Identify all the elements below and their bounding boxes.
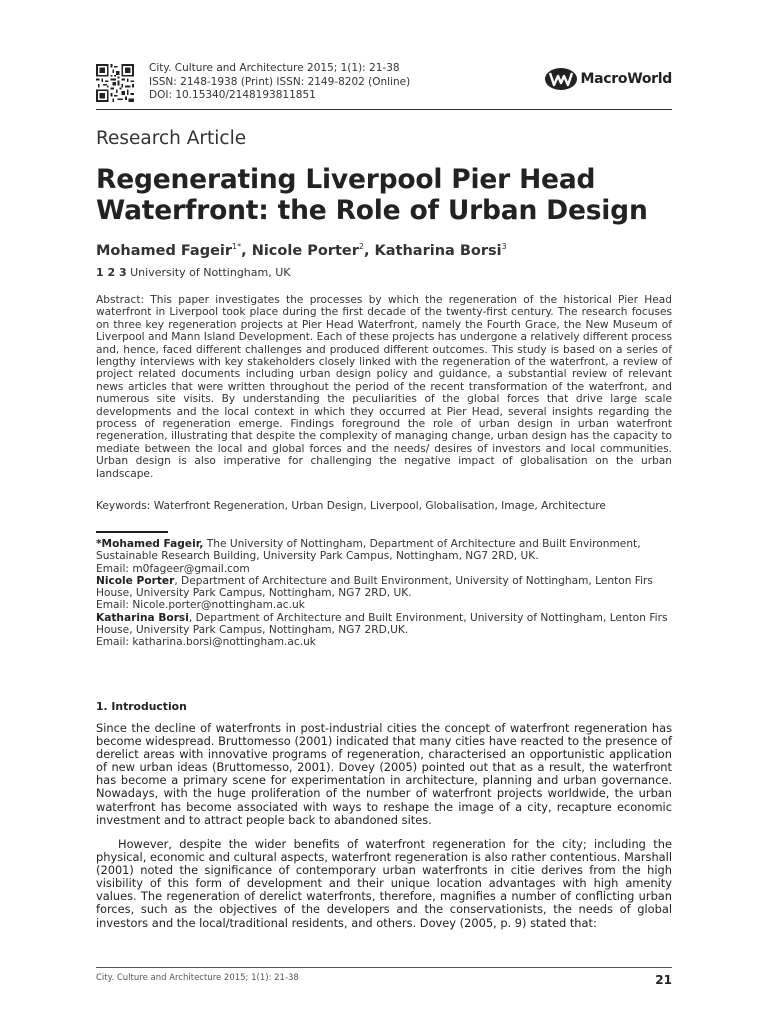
footnote-address: The University of Nottingham, Department of Architecture and Built Environment, Sustainable Research Building, University Park Campus, Nottingham, NG7 2RD, UK. xyxy=(96,538,641,563)
abstract: Abstract: This paper investigates the processes by which the regeneration of the historical Pier Head waterfront in Liverpool took place during the first decade of the twenty-first century. The research focuses on three key regeneration projects at Pier Head Waterfront, namely the Fourth Grace, the New Museum of Liverpool and Mann Island Development. Each of these projects has undergone a relatively different process and, hence, faced different challenges and produced different outcomes. This study is based on a series of lengthy interviews with key stakeholders closely linked with the regeneration of the waterfront, a review of project related documents including urban design policy and guidance, a substantial review of relevant news articles that were written throughout the period of the recent transformation of the waterfront, and numerous site visits. By understanding the peculiarities of the global forces that drive large scale developments and the local context in which they occurred at Pier Head, several insights regarding the process of regeneration emerge. Findings foreground the role of urban design in urban waterfront regeneration, illustrating that despite the complexity of managing change, urban design has the capacity to mediate between the local and global forces and the needs/ desires of investors and local communities. Urban design is also imperative for challenging the negative impact of globalisation on the urban landscape. xyxy=(96,294,672,480)
macroworld-logo-icon xyxy=(544,67,578,91)
doi-line: DOI: 10.15340/2148193811851 xyxy=(149,89,316,101)
author-marker: 2 xyxy=(358,242,364,251)
publisher-name: MacroWorld xyxy=(580,71,672,87)
affiliation xyxy=(96,266,291,279)
author-name: Mohamed Fageir xyxy=(96,242,233,259)
footnote-author: Katharina Borsi xyxy=(96,611,189,624)
footnote-entry xyxy=(96,612,674,637)
footnote-email: Email: m0fageer@gmail.com xyxy=(96,562,250,575)
footnote-divider xyxy=(96,531,168,533)
header-divider xyxy=(96,109,672,110)
body-paragraph: However, despite the wider benefits of waterfront regeneration for the city; including the physical, economic and cultural aspects, waterfront regeneration is also rather contentious. Marshall (2001) noted the significance of contemporary urban waterfronts in citie derives from the high visibility of this form of development and their unique location advantages with high amenity values. The regeneration of derelict waterfronts, therefore, magnifies a number of conflicting urban forces, such as the objectives of the developers and the conservationists, the needs of global investors and the local/traditional residents, and others. Dovey (2005, p. 9) stated that: xyxy=(96,837,672,930)
author-list xyxy=(96,242,507,259)
section-heading: 1. Introduction xyxy=(96,700,187,713)
publisher-logo xyxy=(544,66,673,92)
author-separator: , xyxy=(241,242,252,259)
article-title: Regenerating Liverpool Pier Head Waterfront: the Role of Urban Design xyxy=(96,164,648,226)
affiliation-marks: 1 2 3 xyxy=(96,266,127,279)
article-type: Research Article xyxy=(96,128,247,149)
footnote-entry xyxy=(96,538,674,563)
author-name: Nicole Porter xyxy=(251,242,359,259)
author-marker: 3 xyxy=(501,242,507,251)
qr-code-icon xyxy=(96,64,134,102)
author-name: Katharina Borsi xyxy=(374,242,502,259)
footnote-email: Email: katharina.borsi@nottingham.ac.uk xyxy=(96,636,316,649)
page-number: 21 xyxy=(655,973,672,987)
citation-line: City. Culture and Architecture 2015; 1(1): 21-38 xyxy=(149,62,400,74)
footnote-email: Email: Nicole.porter@nottingham.ac.uk xyxy=(96,599,305,612)
keywords: Keywords: Waterfront Regeneration, Urban Design, Liverpool, Globalisation, Image, Architecture xyxy=(96,500,606,512)
footnote-author: *Mohamed Fageir, xyxy=(96,538,204,550)
body-paragraph: Since the decline of waterfronts in post-industrial cities the concept of waterfront regeneration has become widespread. Bruttomesso (2001) indicated that many cities have reacted to the presence of derelict areas with innovative programs of regeneration, characterised an opportunistic application of new urban ideas (Bruttomesso, 2001). Dovey (2005) pointed out that as a result, the waterfront has become a primary scene for experimentation in architecture, planning and urban governance. Nowadays, with the huge proliferation of the number of waterfront projects worldwide, the urban waterfront has become associated with ways to reshape the image of a city, recapture economic investment and to attract people back to abandoned sites. xyxy=(96,721,672,827)
author-footnotes xyxy=(96,538,674,649)
footer-citation: City. Culture and Architecture 2015; 1(1): 21-38 xyxy=(96,973,299,983)
footnote-address: , Department of Architecture and Built Environment, University of Nottingham, Lenton Firs House, University Park Campus, Nottingham, NG7 2RD,UK. xyxy=(96,611,668,637)
author-marker: 1* xyxy=(232,242,242,251)
footnote-author: Nicole Porter xyxy=(96,574,175,587)
author-separator: , xyxy=(363,242,375,259)
footer-divider xyxy=(96,967,672,968)
footnote-address: , Department of Architecture and Built Environment, University of Nottingham, Lenton Firs House, University Park Campus, Nottingham, NG7 2RD, UK. xyxy=(96,574,653,600)
journal-citation xyxy=(149,62,410,103)
issn-line: ISSN: 2148-1938 (Print) ISSN: 2149-8202 (Online) xyxy=(149,75,411,88)
affiliation-text: University of Nottingham, UK xyxy=(130,266,291,279)
journal-header xyxy=(96,62,672,108)
footnote-entry xyxy=(96,575,674,600)
